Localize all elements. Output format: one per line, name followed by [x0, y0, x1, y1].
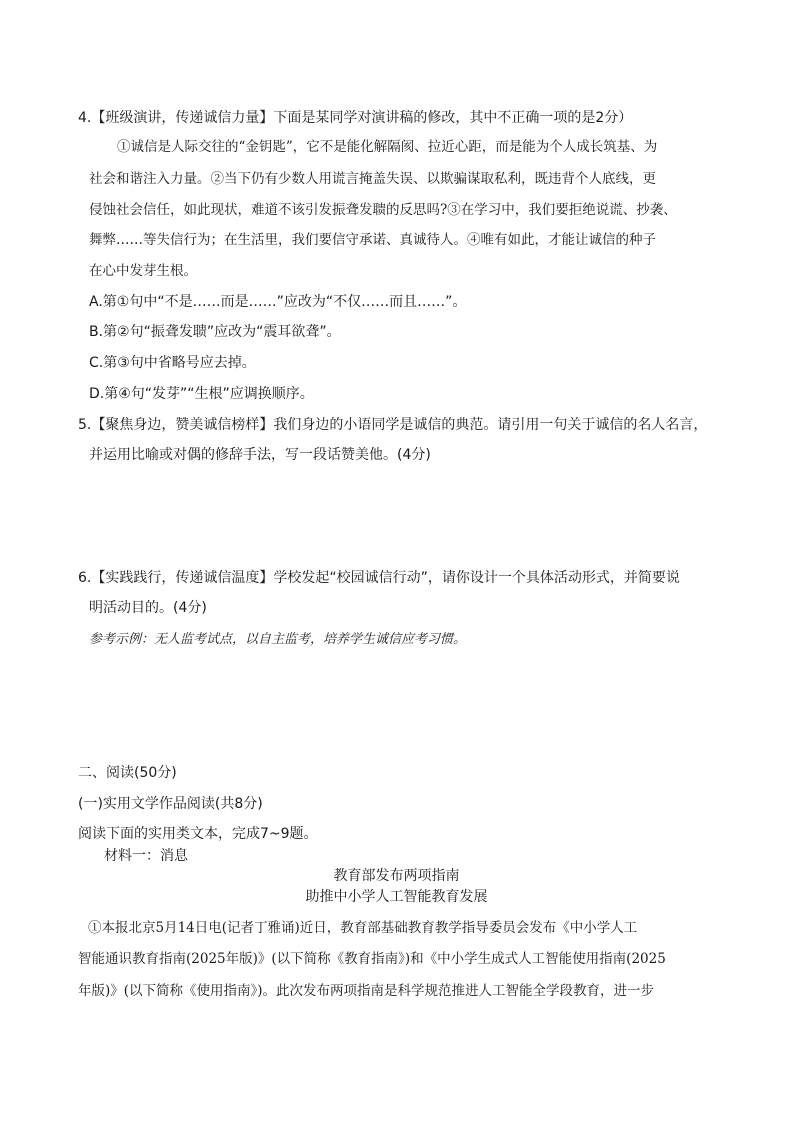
section-subtitle: (一)实用文学作品阅读(共8分)	[78, 796, 263, 812]
article-line: ①本报北京5月14日电(记者丁雅诵)近日，教育部基础教育教学指导委员会发布《中小学人工	[88, 920, 638, 936]
article-line: 智能通识教育指南(2025年版)》(以下简称《教育指南》)和《中小学生成式人工智能使用指南(2025	[78, 951, 666, 967]
headline-line2: 助推中小学人工智能教育发展	[305, 889, 488, 905]
section-title: 二、阅读(50分)	[78, 765, 177, 781]
q4-option-c: C.第③句中省略号应去掉。	[89, 355, 256, 371]
headline-line1: 教育部发布两项指南	[333, 868, 460, 884]
article-line: 年版)》(以下简称《使用指南》)。此次发布两项指南是科学规范推进人工智能全学段教育，进一步	[78, 983, 655, 999]
q4-option-a: A.第①句中“不是……而是……”应改为“不仅……而且……”。	[89, 294, 467, 310]
q5-stem: 5.【聚焦身边，赞美诚信榜样】我们身边的小语同学是诚信的典范。请引用一句关于诚信的名人名言，	[78, 417, 708, 433]
q5-stem-cont: 并运用比喻或对偶的修辞手法，写一段话赞美他。(4分)	[89, 447, 431, 463]
q4-passage-line: 在心中发芽生根。	[89, 263, 197, 279]
q4-passage-line: 侵蚀社会信任，如此现状，难道不该引发振聋发聩的反思吗?③在学习中，我们要拒绝说谎、抄袭、	[89, 202, 677, 218]
q6-stem: 6.【实践践行，传递诚信温度】学校发起“校园诚信行动”，请你设计一个具体活动形式，并简要说	[78, 570, 680, 586]
reading-instruction: 阅读下面的实用类文本，完成7~9题。	[78, 826, 318, 842]
material-label: 材料一：消息	[104, 848, 188, 864]
q4-option-d: D.第④句“发芽”“生根”应调换顺序。	[89, 386, 314, 402]
q4-passage-line: 社会和谐注入力量。②当下仍有少数人用谎言掩盖失误、以欺骗谋取私利，既违背个人底线，更	[89, 171, 656, 187]
q6-stem-cont: 明活动目的。(4分)	[89, 600, 207, 616]
q4-option-b: B.第②句“振聋发聩”应改为“震耳欲聋”。	[89, 324, 341, 340]
q4-passage-line: 舞弊……等失信行为；在生活里，我们要信守承诺、真诚待人。④唯有如此，才能让诚信的种子	[89, 232, 656, 248]
q4-stem: 4.【班级演讲，传递诚信力量】下面是某同学对演讲稿的修改，其中不正确一项的是2分）	[78, 110, 633, 126]
q6-reference: 参考示例：无人监考试点，以自主监考，培养学生诚信应考习惯。	[89, 632, 467, 647]
q4-passage-line: ①诚信是人际交往的“金钥匙”，它不是能化解隔阂、拉近心距，而是能为个人成长筑基、为	[117, 139, 658, 155]
